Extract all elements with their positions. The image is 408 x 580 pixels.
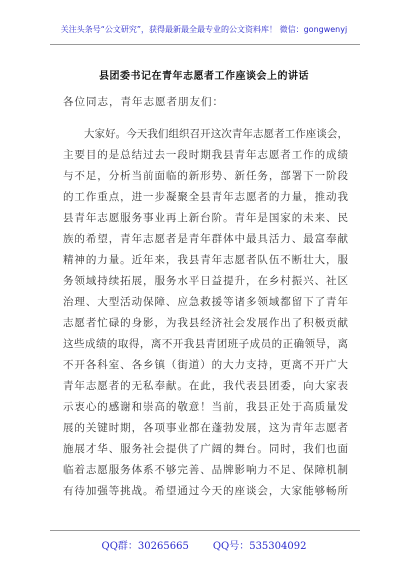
body-line: 不开各科室、各乡镇（街道）的大力支持，更离不开广大	[63, 359, 348, 371]
footer-divider	[50, 530, 360, 531]
body-line: 临着志愿服务体系不够完善、品牌影响力不足、保障机制	[63, 464, 348, 476]
header-note: 关注头条号“公文研究”，获得最新最全最专业的公文资料库！ 微信：gongwenyj	[60, 25, 348, 34]
body-line: 治理、大型活动保障、应急救援等诸多领域都留下了青年	[63, 296, 348, 308]
body-line: 展的关键时期，各项事业都在蓬勃发展，这为青年志愿者	[63, 422, 348, 434]
body-line: 这些成绩的取得，离不开我县青团班子成员的正确领导，离	[63, 338, 348, 350]
body-line: 县青年志愿服务事业再上新台阶。青年是国家的未来、民	[63, 212, 348, 224]
body-line: 青年志愿者的无私奉献。在此，我代表县团委，向大家表	[63, 380, 348, 392]
body-line: 精神的力量。近年来，我县青年志愿者队伍不断壮大，服	[63, 254, 348, 266]
body-line: 示衷心的感谢和崇高的敬意！当前，我县正处于高质量发	[63, 401, 348, 413]
body-line: 务领域持续拓展，服务水平日益提升，在乡村振兴、社区	[63, 275, 348, 287]
body-line: 志愿者忙碌的身影，为我县经济社会发展作出了积极贡献	[63, 317, 348, 329]
body-line: 的工作重点，进一步凝聚全县青年志愿者的力量，推动我	[63, 191, 348, 203]
qq-number: QQ号：535304092	[212, 541, 307, 552]
document-title: 县团委书记在青年志愿者工作座谈会上的讲话	[99, 71, 309, 82]
qq-group-number: QQ群：30265665	[101, 541, 189, 552]
body-line: 族的希望，青年志愿者是青年群体中最具活力、最富奉献	[63, 233, 348, 245]
body-line: 有待加强等挑战。希望通过今天的座谈会，大家能够畅所	[63, 485, 348, 497]
body-line: 施展才华、服务社会提供了广阔的舞台。同时，我们也面	[63, 443, 348, 455]
header-divider	[50, 44, 360, 45]
body-line: 主要目的是总结过去一段时期我县青年志愿者工作的成绩	[63, 149, 348, 161]
footer-contact	[0, 537, 408, 552]
body-line: 与不足，分析当前面临的新形势、新任务，部署下一阶段	[63, 170, 348, 182]
greeting-line: 各位同志，青年志愿者朋友们：	[63, 96, 224, 108]
body-line: 大家好。今天我们组织召开这次青年志愿者工作座谈会，	[84, 128, 348, 140]
